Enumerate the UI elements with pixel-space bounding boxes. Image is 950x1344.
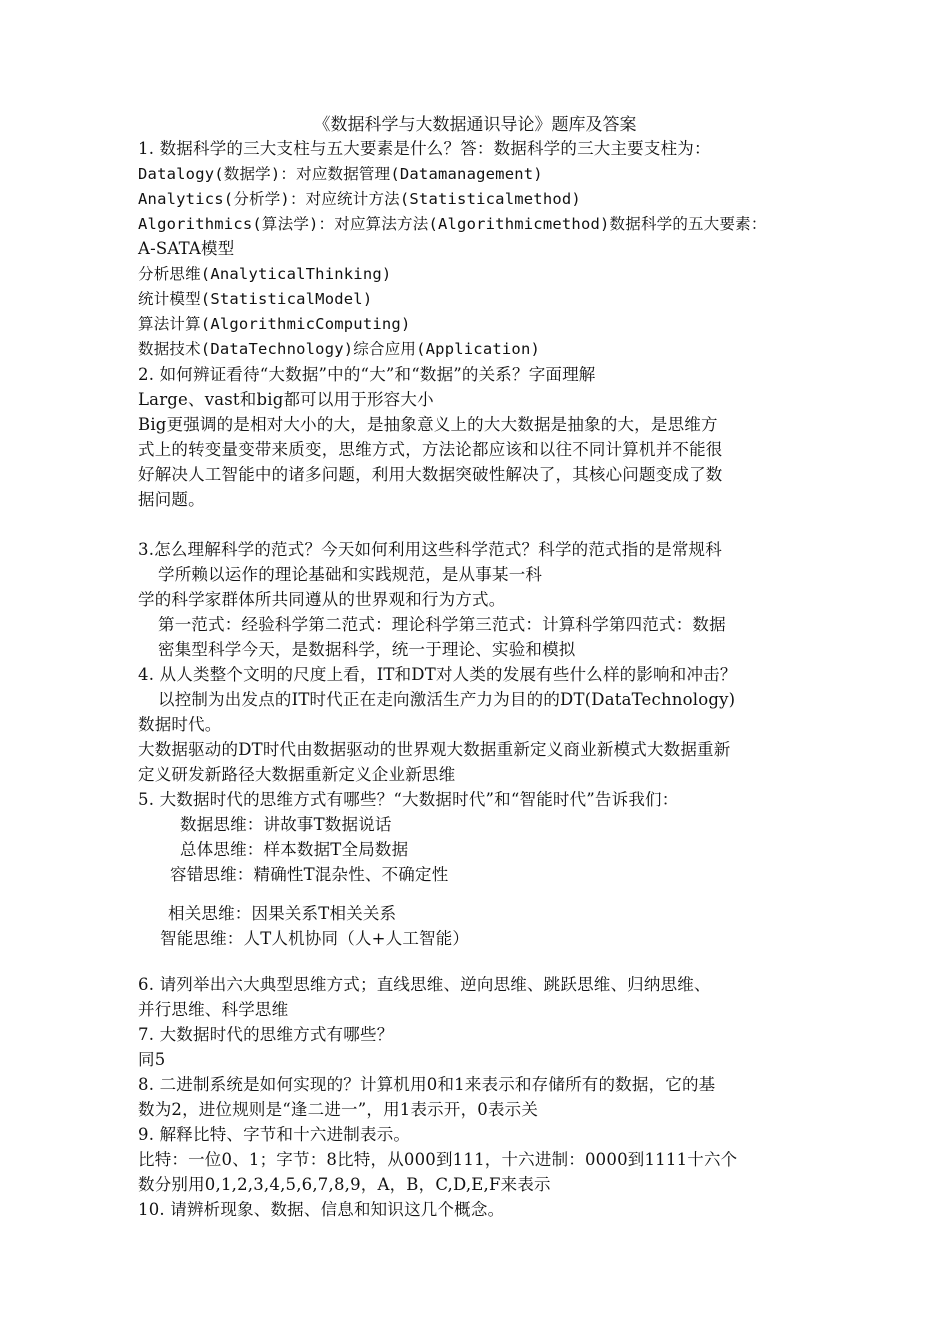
text-line: 学所赖以运作的理论基础和实践规范，是从事某一科 — [158, 565, 543, 584]
text-line: 2. 如何辨证看待“大数据”中的“大”和“数据”的关系？字面理解 — [138, 365, 596, 384]
text-line: 好解决人工智能中的诸多问题，利用大数据突破性解决了，其核心问题变成了数 — [138, 465, 723, 484]
text-line: 定义研发新路径大数据重新定义企业新思维 — [138, 765, 456, 784]
text-line: 3.怎么理解科学的范式？今天如何利用这些科学范式？科学的范式指的是常规科 — [138, 540, 722, 559]
text-line: 9. 解释比特、字节和十六进制表示。 — [138, 1125, 411, 1144]
text-line: 统计模型(StatisticalModel) — [138, 290, 373, 308]
text-line: 4. 从人类整个文明的尺度上看，IT和DT对人类的发展有些什么样的影响和冲击？ — [138, 665, 737, 684]
text-line: 数据技术(DataTechnology)综合应用(Application) — [138, 340, 541, 358]
text-line: 10. 请辨析现象、数据、信息和知识这几个概念。 — [138, 1200, 505, 1219]
text-line: 第一范式：经验科学第二范式：理论科学第三范式：计算科学第四范式：数据 — [158, 615, 726, 634]
text-line: 相关思维：因果关系T相关关系 — [168, 904, 397, 923]
text-line: Large、vast和big都可以用于形容大小 — [138, 390, 434, 409]
text-line: Big更强调的是相对大小的大，是抽象意义上的大大数据是抽象的大，是思维方 — [138, 415, 718, 434]
text-line: 据问题。 — [138, 490, 205, 509]
text-line: 容错思维：精确性T混杂性、不确定性 — [170, 865, 449, 884]
text-line: 智能思维：人T人机协同（人+人工智能） — [160, 929, 470, 948]
text-line: 数为2，进位规则是“逢二进一”，用1表示开，0表示关 — [138, 1100, 539, 1119]
text-line: 5. 大数据时代的思维方式有哪些？“大数据时代”和“智能时代”告诉我们： — [138, 790, 679, 809]
text-line: 数分别用0,1,2,3,4,5,6,7,8,9，A，B，C,D,E,F来表示 — [138, 1175, 551, 1194]
text-line: 6. 请列举出六大典型思维方式；直线思维、逆向思维、跳跃思维、归纳思维、 — [138, 975, 711, 994]
text-line: 以控制为出发点的IT时代正在走向激活生产力为目的的DT(DataTechnology) — [158, 690, 736, 709]
text-line: 比特：一位0、1；字节：8比特，从000到111，十六进制：0000到1111十六个 — [138, 1150, 738, 1169]
text-line: Algorithmics(算法学)：对应算法方法(Algorithmicmethod)数据科学的五大要素： — [138, 215, 767, 233]
text-line: 大数据驱动的DT时代由数据驱动的世界观大数据重新定义商业新模式大数据重新 — [138, 740, 731, 759]
text-line: 学的科学家群体所共同遵从的世界观和行为方式。 — [138, 590, 506, 609]
text-line: 数据思维：讲故事T数据说话 — [180, 815, 392, 834]
text-line: 总体思维：样本数据T全局数据 — [180, 840, 409, 859]
text-line: 分析思维(AnalyticalThinking) — [138, 265, 392, 283]
document-title: 《数据科学与大数据通识导论》题库及答案 — [313, 115, 637, 135]
text-line: Datalogy(数据学)：对应数据管理(Datamanagement) — [138, 165, 543, 183]
text-line: A-SATA模型 — [138, 239, 235, 258]
text-line: 密集型科学今天，是数据科学，统一于理论、实验和模拟 — [158, 640, 576, 659]
text-line: 1. 数据科学的三大支柱与五大要素是什么？答：数据科学的三大主要支柱为： — [138, 139, 711, 158]
text-line: 同5 — [138, 1050, 166, 1069]
text-line: 式上的转变量变带来质变，思维方式，方法论都应该和以往不同计算机并不能很 — [138, 440, 723, 459]
text-line: 算法计算(AlgorithmicComputing) — [138, 315, 411, 333]
text-line: 8. 二进制系统是如何实现的？计算机用0和1来表示和存储所有的数据，它的基 — [138, 1075, 716, 1094]
text-line: 并行思维、科学思维 — [138, 1000, 289, 1019]
text-line: 7. 大数据时代的思维方式有哪些？ — [138, 1025, 394, 1044]
text-line: 数据时代。 — [138, 715, 222, 734]
text-line: Analytics(分析学)：对应统计方法(Statisticalmethod) — [138, 190, 581, 208]
